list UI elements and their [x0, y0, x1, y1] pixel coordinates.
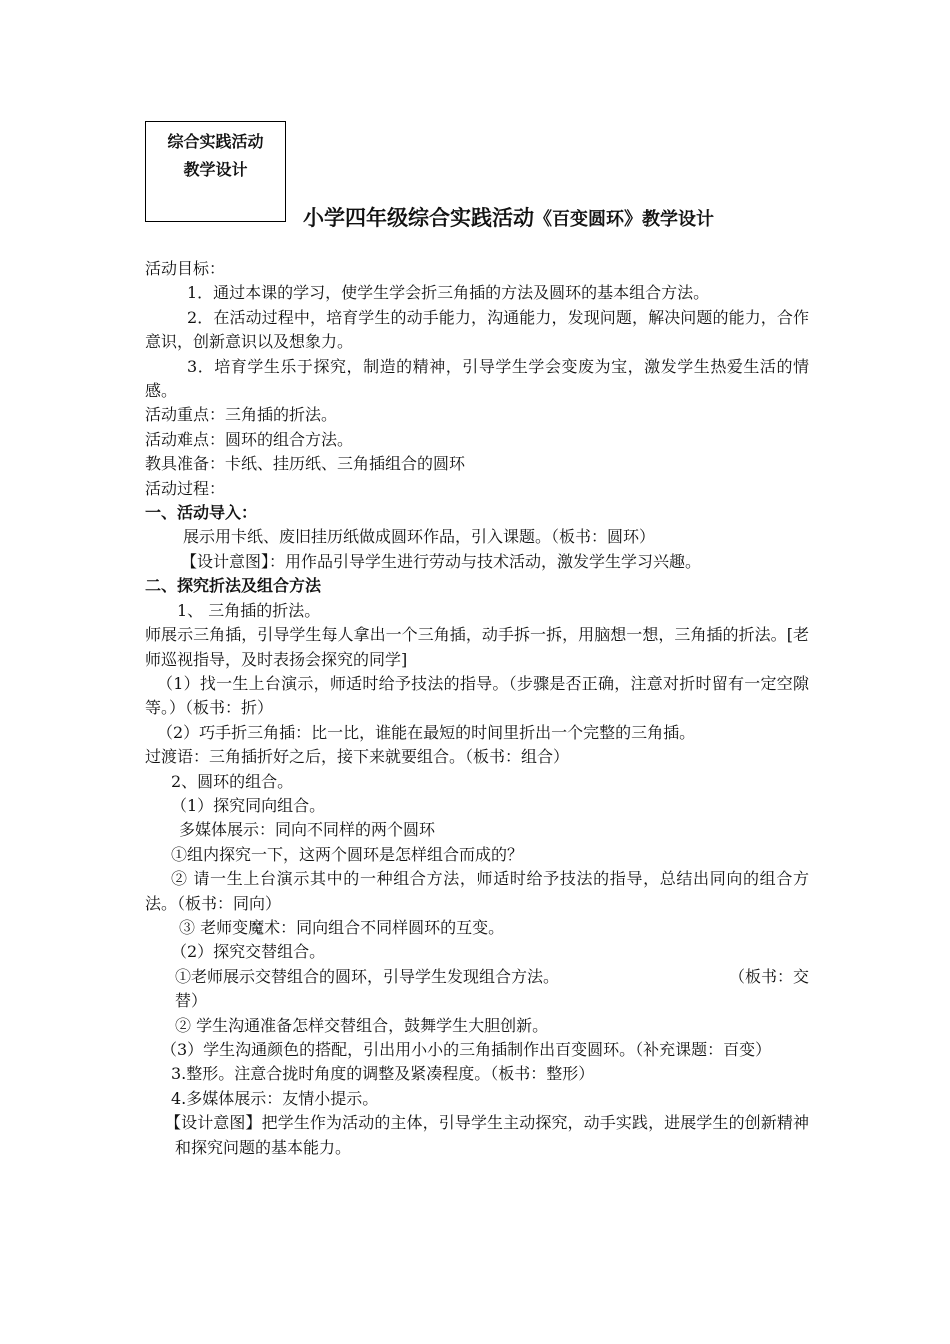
objective-2: 2．在活动过程中，培育学生的动手能力，沟通能力，发现问题，解决问题的能力，合作意识，创新意识以及想象力。: [145, 307, 809, 352]
category-line-2: 教学设计: [183, 160, 248, 179]
text-line: ③ 老师变魔术：同向组合不同样圆环的互变。: [179, 917, 505, 937]
text-line: （板书：交: [728, 966, 809, 986]
text-line: （1）探究同向组合。: [171, 795, 326, 815]
text-line: ①老师展示交替组合的圆环，引导学生发现组合方法。: [175, 966, 560, 986]
text-line: 4.多媒体展示：友情小提示。: [171, 1088, 379, 1108]
design-intent: 【设计意图】：用作品引导学生进行劳动与技术活动，激发学生学习兴趣。: [181, 551, 702, 571]
text-line: 2、圆环的组合。: [171, 771, 294, 791]
text-line: ② 学生沟通准备怎样交替组合，鼓舞学生大胆创新。: [175, 1015, 549, 1035]
text-line: （3）学生沟通颜色的搭配，引出用小小的三角插制作出百变圆环。（补充课题：百变）: [161, 1040, 772, 1059]
category-line-1: 综合实践活动: [167, 132, 264, 151]
text-line: 活动重点：三角插的折法。: [145, 405, 338, 425]
title-sub: 《百变圆环》教学设计: [534, 209, 714, 230]
document-title: [303, 202, 714, 232]
text-line: 多媒体展示：同向不同样的两个圆环: [179, 820, 436, 840]
document-body: [145, 257, 809, 1160]
text-line: 活动过程：: [145, 478, 226, 498]
text-line: （2）探究交替组合。: [171, 942, 326, 962]
objective-3: 3．培育学生乐于探究，制造的精神，引导学生学会变废为宝，激发学生热爱生活的情感。: [145, 356, 809, 401]
text-line: 替）: [175, 991, 208, 1011]
objective-1: 1．通过本课的学习，使学生学会折三角插的方法及圆环的基本组合方法。: [187, 283, 710, 303]
design-intent: 【设计意图】把学生作为活动的主体，引导学生主动探究，动手实践，进展学生的创新精神和探究问题的基本能力。: [165, 1113, 809, 1157]
text-line: 3.整形。注意合拢时角度的调整及紧凑程度。（板书：整形）: [171, 1064, 595, 1084]
text-line: 活动目标：: [145, 259, 226, 278]
section-heading: 二、探究折法及组合方法: [145, 576, 322, 596]
text-line: （1）找一生上台演示，师适时给予技法的指导。（步骤是否正确，注意对折时留有一定空隙等。）（板书：折）: [145, 673, 809, 718]
text-line: ①组内探究一下，这两个圆环是怎样组合而成的？: [171, 844, 524, 864]
text-line-split: [145, 965, 809, 989]
text-line: 1、 三角插的折法。: [177, 600, 321, 620]
section-heading: 一、活动导入：: [145, 503, 258, 523]
text-line: 过渡语：三角插折好之后，接下来就要组合。（板书：组合）: [145, 747, 570, 767]
text-line: 展示用卡纸、废旧挂历纸做成圆环作品，引入课题。（板书：圆环）: [183, 527, 656, 547]
text-line: （2）巧手折三角插：比一比，谁能在最短的时间里折出一个完整的三角插。: [157, 722, 696, 742]
text-line: 教具准备：卡纸、挂历纸、三角插组合的圆环: [145, 454, 466, 474]
category-box: [145, 121, 286, 222]
text-line: 活动难点：圆环的组合方法。: [145, 429, 354, 449]
text-line: ② 请一生上台演示其中的一种组合方法，师适时给予技法的指导，总结出同向的组合方法。（板书：同向）: [145, 869, 809, 913]
text-line: 师展示三角插，引导学生每人拿出一个三角插，动手拆一拆，用脑想一想，三角插的折法。[老师巡视指导，及时表扬会探究的同学]: [145, 625, 809, 669]
title-main: 小学四年级综合实践活动: [303, 206, 534, 230]
